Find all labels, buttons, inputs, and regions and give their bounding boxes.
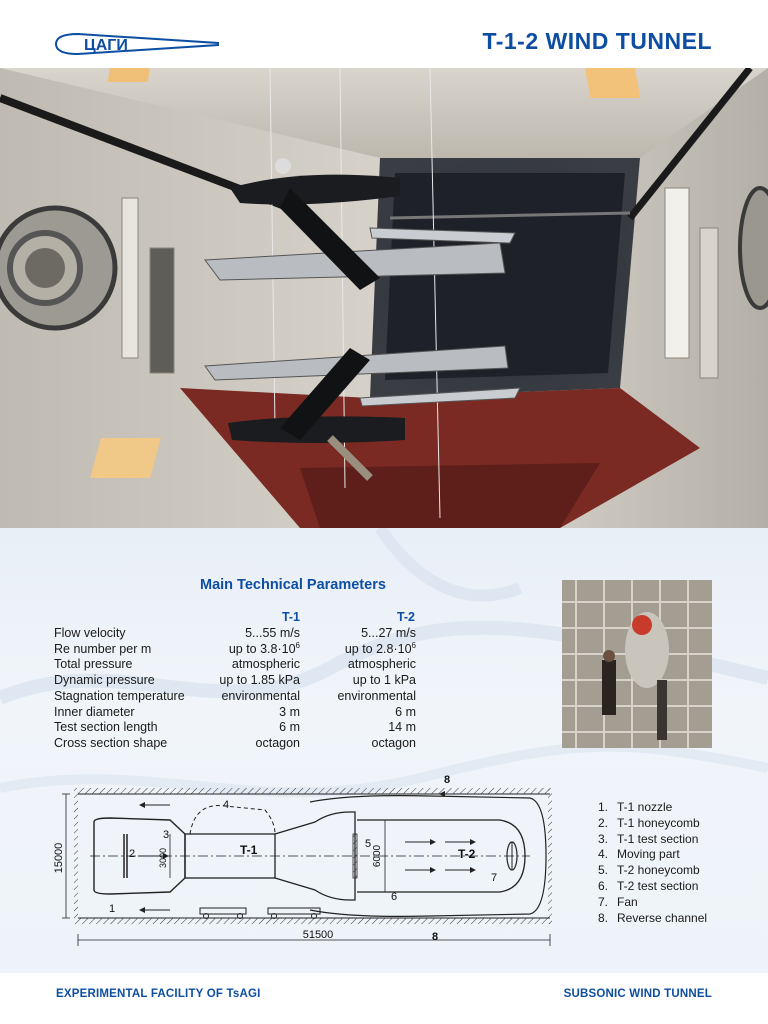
legend-number: 3. (598, 831, 609, 846)
callout-7: 7 (491, 872, 498, 884)
legend-item (598, 895, 758, 911)
param-value-t2: up to 1 kPa (352, 673, 416, 687)
callout-2: 2 (129, 848, 136, 860)
param-value-t1: 6 m (279, 720, 300, 734)
param-row (54, 642, 416, 658)
param-value-t2: up to $2.8\cdot 10^6$ (344, 640, 416, 656)
legend-number: 2. (598, 815, 609, 830)
param-row (54, 705, 416, 721)
callout-5: 5 (365, 838, 372, 850)
param-row (54, 720, 416, 736)
legend-item (598, 800, 758, 816)
legend-text: T-1 nozzle (617, 800, 673, 814)
callout-8-bottom: 8 (432, 931, 439, 943)
param-value-t1: environmental (221, 689, 300, 703)
legend-text: T-2 test section (617, 878, 699, 893)
param-value-t2: 14 m (388, 720, 416, 734)
footer-left: EXPERIMENTAL FACILITY OF TsAGI (56, 988, 261, 1000)
legend-number: 1. (598, 800, 609, 814)
dim-height: 15000 (53, 842, 65, 874)
legend-item (598, 847, 758, 863)
param-value-t1: up to 1.85 kPa (219, 673, 300, 687)
col-head-t2: T-2 (396, 610, 415, 624)
param-value-t1: up to $3.8\cdot 10^6$ (228, 640, 300, 656)
param-row (54, 689, 416, 705)
param-row (54, 657, 416, 673)
header (0, 0, 768, 68)
legend-text: T-1 test section (617, 831, 699, 846)
callout-3: 3 (163, 829, 170, 841)
param-value-t2: octagon (371, 736, 416, 750)
callout-1: 1 (109, 903, 116, 915)
legend-item (598, 863, 758, 879)
param-row (54, 673, 416, 689)
legend-text: T-1 honeycomb (617, 815, 700, 830)
dim-length: 51500 (302, 929, 334, 941)
legend-number: 4. (598, 847, 609, 862)
legend-item (598, 816, 758, 832)
dim-t1: 3000 (158, 847, 168, 869)
param-label: Re number per m (54, 642, 152, 656)
logo-text: ЦАГИ (84, 37, 128, 54)
param-row (54, 736, 416, 752)
legend-item (598, 879, 758, 895)
param-value-t1: 5...55 m/s (245, 626, 300, 640)
param-label: Total pressure (54, 657, 133, 671)
param-value-t2: 5...27 m/s (361, 626, 416, 640)
legend-text: Moving part (617, 847, 680, 862)
legend-number: 5. (598, 863, 609, 878)
param-label: Test section length (54, 720, 158, 734)
param-value-t2: environmental (337, 689, 416, 703)
legend-number: 8. (598, 910, 609, 925)
legend-number: 6. (598, 878, 609, 893)
tunnel-diagram (50, 772, 560, 950)
footer-right: SUBSONIC WIND TUNNEL (563, 988, 712, 1000)
param-label: Stagnation temperature (54, 689, 185, 703)
param-label: Inner diameter (54, 705, 135, 719)
param-row (54, 626, 416, 642)
callout-8-top: 8 (444, 774, 451, 786)
param-label: Dynamic pressure (54, 673, 155, 687)
col-head-t1: T-1 (281, 610, 300, 624)
legend-item (598, 832, 758, 848)
param-value-t2: 6 m (395, 705, 416, 719)
param-value-t2: atmospheric (347, 657, 416, 671)
legend-text: Reverse channel (617, 910, 708, 925)
callout-6: 6 (391, 891, 398, 903)
tsagi-logo (54, 30, 220, 58)
fan-photo (562, 580, 712, 748)
legend-text: Fan (617, 894, 638, 909)
diagram-legend (598, 800, 758, 926)
label-t1: T-1 (240, 843, 258, 857)
legend-number: 7. (598, 894, 609, 909)
params-title: Main Technical Parameters (200, 577, 386, 593)
legend-item (598, 911, 758, 927)
param-label: Flow velocity (54, 626, 126, 640)
param-value-t1: octagon (255, 736, 300, 750)
page-title: T-1-2 WIND TUNNEL (482, 28, 712, 54)
param-value-t1: atmospheric (231, 657, 300, 671)
param-label: Cross section shape (54, 736, 168, 750)
callout-4: 4 (223, 799, 230, 811)
param-value-t1: 3 m (279, 705, 300, 719)
wind-tunnel-photo (0, 68, 768, 528)
legend-text: T-2 honeycomb (617, 863, 700, 878)
label-t2: T-2 (458, 847, 476, 861)
dim-t2: 6000 (372, 844, 383, 868)
